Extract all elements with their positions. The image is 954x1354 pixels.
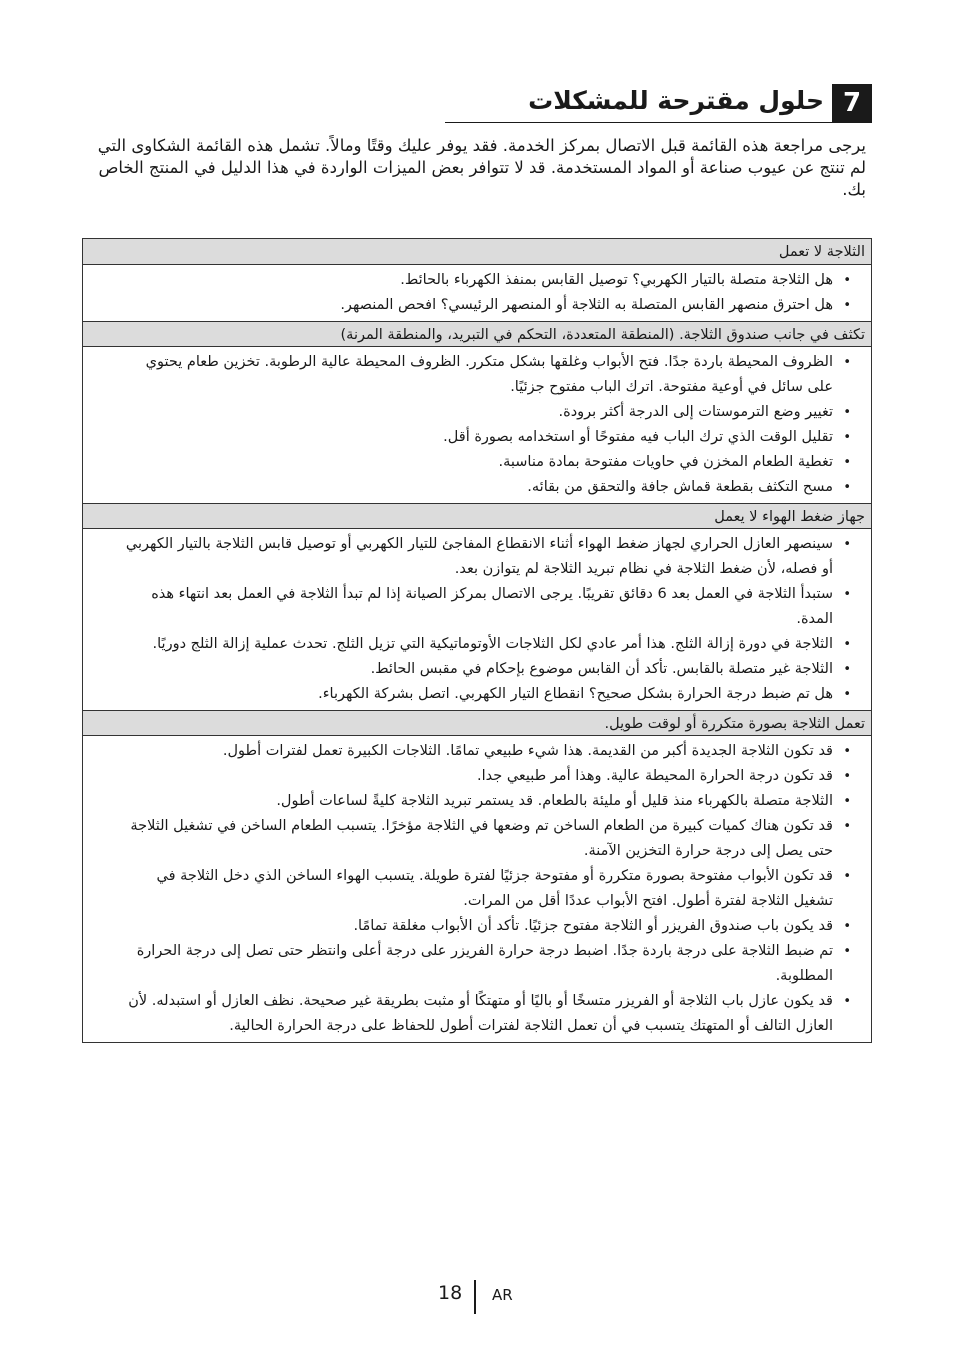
section-heading: تعمل الثلاجة بصورة متكررة أو لوقت طويل. [83,710,871,736]
bullet-item: • تم ضبط الثلاجة على درجة باردة جدًا. اضبط درجة حرارة الفريزر على درجة أعلى وانتظر حتى تصل إلى درجة الحرارة المطلوبة. [119,939,863,989]
troubleshooting-table [82,238,872,1043]
section-items [83,736,871,1042]
bullet-item: • تغيير وضع الترموستات إلى الدرجة أكثر برودة. [119,400,863,425]
bullet-item: • قد يكون عازل باب الثلاجة أو الفريزر متسخًا أو باليًا أو متهتكًا أو مثبت بطريقة غير صحيحة. نظف العازل أو استبدله. لأن العازل التالف أو المتهتك يتسبب في أن تعمل الثلاجة لفترات أطول للحفاظ على درجة الحرارة الحالية. [119,989,863,1039]
bullet-item: • الثلاجة متصلة بالكهرباء منذ قليل أو مليئة بالطعام. قد يستمر تبريد الثلاجة كليةً لساعات أطول. [119,789,863,814]
bullet-item: • سينصهر العازل الحراري لجهاز ضغط الهواء أثناء الانقطاع المفاجئ للتيار الكهربي أو توصيل قابس الثلاجة بالتيار الكهربي أو فصله، لأن ضغط الثلاجة في نظام تبريد الثلاجة لم يتوازن بعد. [119,532,863,582]
bullet-item: • هل احترق منصهر القابس المتصلة به الثلاجة أو المنصهر الرئيسي؟ افحص المنصهر. [119,293,863,318]
bullet-item: • قد تكون درجة الحرارة المحيطة عالية. وهذا أمر طبيعي جدا. [119,764,863,789]
section-heading: جهاز ضغط الهواء لا يعمل [83,503,871,529]
bullet-item: • الظروف المحيطة باردة جدًا. فتح الأبواب وغلقها بشكل متكرر. الظروف المحيطة عالية الرطوبة. تخزين طعام يحتوي على سائل في أوعية مفتوحة. اترك الباب مفتوح جزئيًا. [119,350,863,400]
footer-divider [474,1280,476,1314]
title-divider [445,122,872,123]
bullet-item: • قد يكون باب صندوق الفريزر أو الثلاجة مفتوح جزئيًا. تأكد أن الأبواب مغلقة تمامًا. [119,914,863,939]
bullet-item: • هل الثلاجة متصلة بالتيار الكهربي؟ توصيل القابس بمنفذ الكهرباء بالحائط. [119,268,863,293]
bullet-item: • هل تم ضبط درجة الحرارة بشكل صحيح؟ انقطاع التيار الكهربي. اتصل بشركة الكهرباء. [119,682,863,707]
intro-paragraph: يرجى مراجعة هذه القائمة قبل الاتصال بمركز الخدمة. فقد يوفر عليك وقتًا ومالاً. تشمل هذه القائمة الشكاوى التي لم تنتج عن عيوب صناعة أو المواد المستخدمة. قد لا تتوافر بعض الميزات الواردة في هذا الدليل في المنتج الخاص بك. [97,136,866,199]
chapter-title: حلول مقترحة للمشكلات [528,86,824,115]
bullet-item: • تقليل الوقت الذي ترك الباب فيه مفتوحًا أو استخدامه بصورة أقل. [119,425,863,450]
bullet-item: • قد تكون هناك كميات كبيرة من الطعام الساخن تم وضعها في الثلاجة مؤخرًا. يتسبب الطعام الساخن في تشغيل الثلاجة حتى يصل إلى درجة حرارة التخزين الآمنة. [119,814,863,864]
bullet-item: • ستبدأ الثلاجة في العمل بعد 6 دقائق تقريبًا. يرجى الاتصال بمركز الصيانة إذا لم تبدأ الثلاجة في العمل بعد انتهاء هذه المدة. [119,582,863,632]
bullet-item: • مسح التكثف بقطعة قماش جافة والتحقق من بقائه. [119,475,863,500]
chapter-number: 7 [832,84,872,122]
section-items [83,265,871,321]
bullet-item: • قد تكون الثلاجة الجديدة أكبر من القديمة. هذا شيء طبيعي تمامًا. الثلاجات الكبيرة تعمل لفترات أطول. [119,739,863,764]
section-items [83,529,871,710]
language-code: AR [492,1286,513,1304]
section-heading: الثلاجة لا تعمل [83,239,871,265]
section-heading: تكثف في جانب صندوق الثلاجة. (المنطقة المتعددة، التحكم في التبريد، والمنطقة المرنة) [83,321,871,347]
section-items [83,347,871,503]
chapter-header [528,84,872,122]
bullet-item: • تغطية الطعام المخزن في حاويات مفتوحة بمادة مناسبة. [119,450,863,475]
bullet-item: • الثلاجة في دورة إزالة الثلج. هذا أمر عادي لكل الثلاجات الأوتوماتيكية التي تزيل الثلج. تحدث عملية إزالة الثلج دوريًا. [119,632,863,657]
page-number: 18 [438,1282,463,1304]
bullet-item: • قد تكون الأبواب مفتوحة بصورة متكررة أو مفتوحة جزئيًا لفترة طويلة. يتسبب الهواء الساخن الذي دخل الثلاجة في تشغيل الثلاجة لفترة أطول. افتح الأبواب عددًا أقل من المرات. [119,864,863,914]
bullet-item: • الثلاجة غير متصلة بالقابس. تأكد أن القابس موضوع بإحكام في مقبس الحائط. [119,657,863,682]
